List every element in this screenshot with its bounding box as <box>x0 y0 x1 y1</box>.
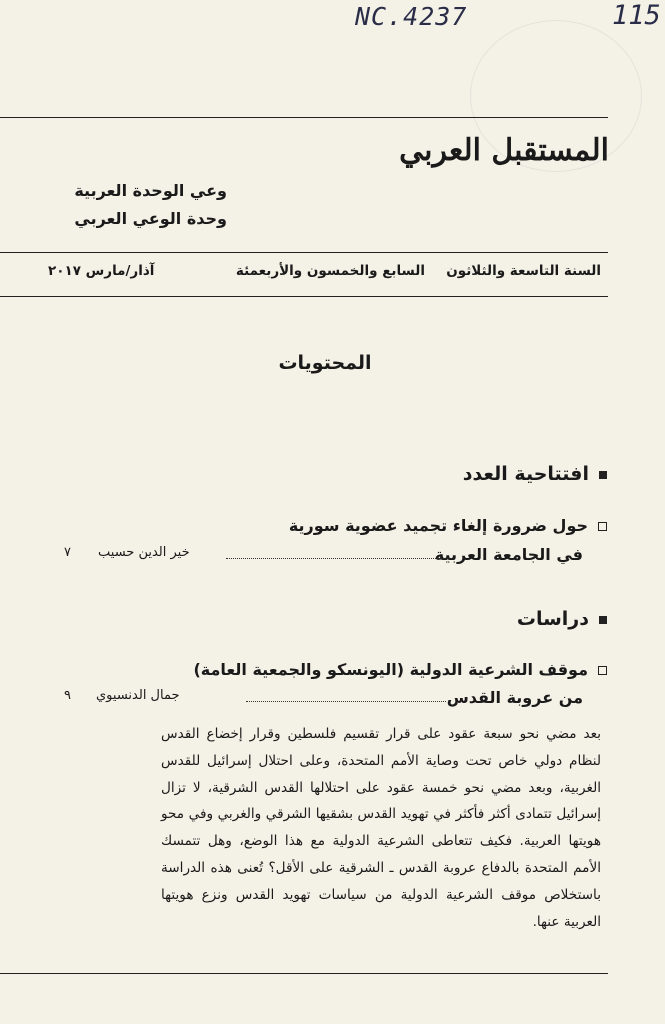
section-title: افتتاحية العدد <box>462 463 589 485</box>
handwritten-number: 115 <box>612 0 661 31</box>
dot-leader <box>246 701 446 702</box>
dot-leader <box>226 558 452 559</box>
open-square-bullet-icon <box>598 522 607 531</box>
entry-title-line2: من عروبة القدس <box>446 688 583 707</box>
entry-title-line1: موقف الشرعية الدولية (اليونسكو والجمعية العامة) <box>193 660 607 679</box>
journal-title: المستقبل العربي <box>399 133 609 168</box>
issue-date: آذار/مارس ٢٠١٧ <box>48 263 155 279</box>
section-studies <box>517 608 607 630</box>
entry-page-number: ٩ <box>64 688 71 703</box>
entry-author: خير الدين حسيب <box>98 545 190 560</box>
open-square-bullet-icon <box>598 666 607 675</box>
motto-line-1: وعي الوحدة العربية <box>74 181 227 200</box>
entry-author: جمال الدنسيوي <box>96 688 180 703</box>
filled-square-bullet-icon <box>599 471 607 479</box>
section-title: دراسات <box>516 608 589 630</box>
entry-page-number: ٧ <box>64 545 71 560</box>
issue-year: السنة التاسعة والثلاثون <box>446 263 601 279</box>
meta-rule-top <box>0 252 608 253</box>
section-editorial <box>463 463 607 485</box>
handwritten-catalog-code: NC.4237 <box>355 2 468 31</box>
issue-volume: السابع والخمسون والأربعمئة <box>235 263 425 279</box>
entry-title-line2: في الجامعة العربية <box>434 545 583 564</box>
contents-heading: المحتويات <box>278 352 372 374</box>
top-rule <box>0 117 608 118</box>
filled-square-bullet-icon <box>599 616 607 624</box>
entry-abstract <box>161 721 601 935</box>
bottom-rule <box>0 973 608 974</box>
motto-line-2: وحدة الوعي العربي <box>74 209 227 228</box>
meta-rule-bottom <box>0 296 608 297</box>
abstract-text: بعد مضي نحو سبعة عقود على قرار تقسيم فلسطين وقرار إخضاع القدس لنظام دولي خاص تحت وصاية الأمم المتحدة، وعلى احتلال إسرائيل للقدس الغربية، وبعد مضي نحو خمسة عقود على احتلالها القدس الشرقية، لا تزال إسرائيل تتمادى أكثر فأكثر في تهويد القدس بشقيها الشرقي والغربي وفي محو هويتها العربية. فكيف تتعاطى الشرعية الدولية مع هذا الوضع، وهل تتمسك الأمم المتحدة بالدفاع عروبة القدس ـ الشرقية على الأقل؟ تُعنى هذه الدراسة باستخلاص موقف الشرعية الدولية من سياسات تهويد القدس ونزع هويتها العربية عنها. <box>161 726 601 930</box>
entry-title-line1: حول ضرورة إلغاء تجميد عضوية سورية <box>289 516 607 535</box>
